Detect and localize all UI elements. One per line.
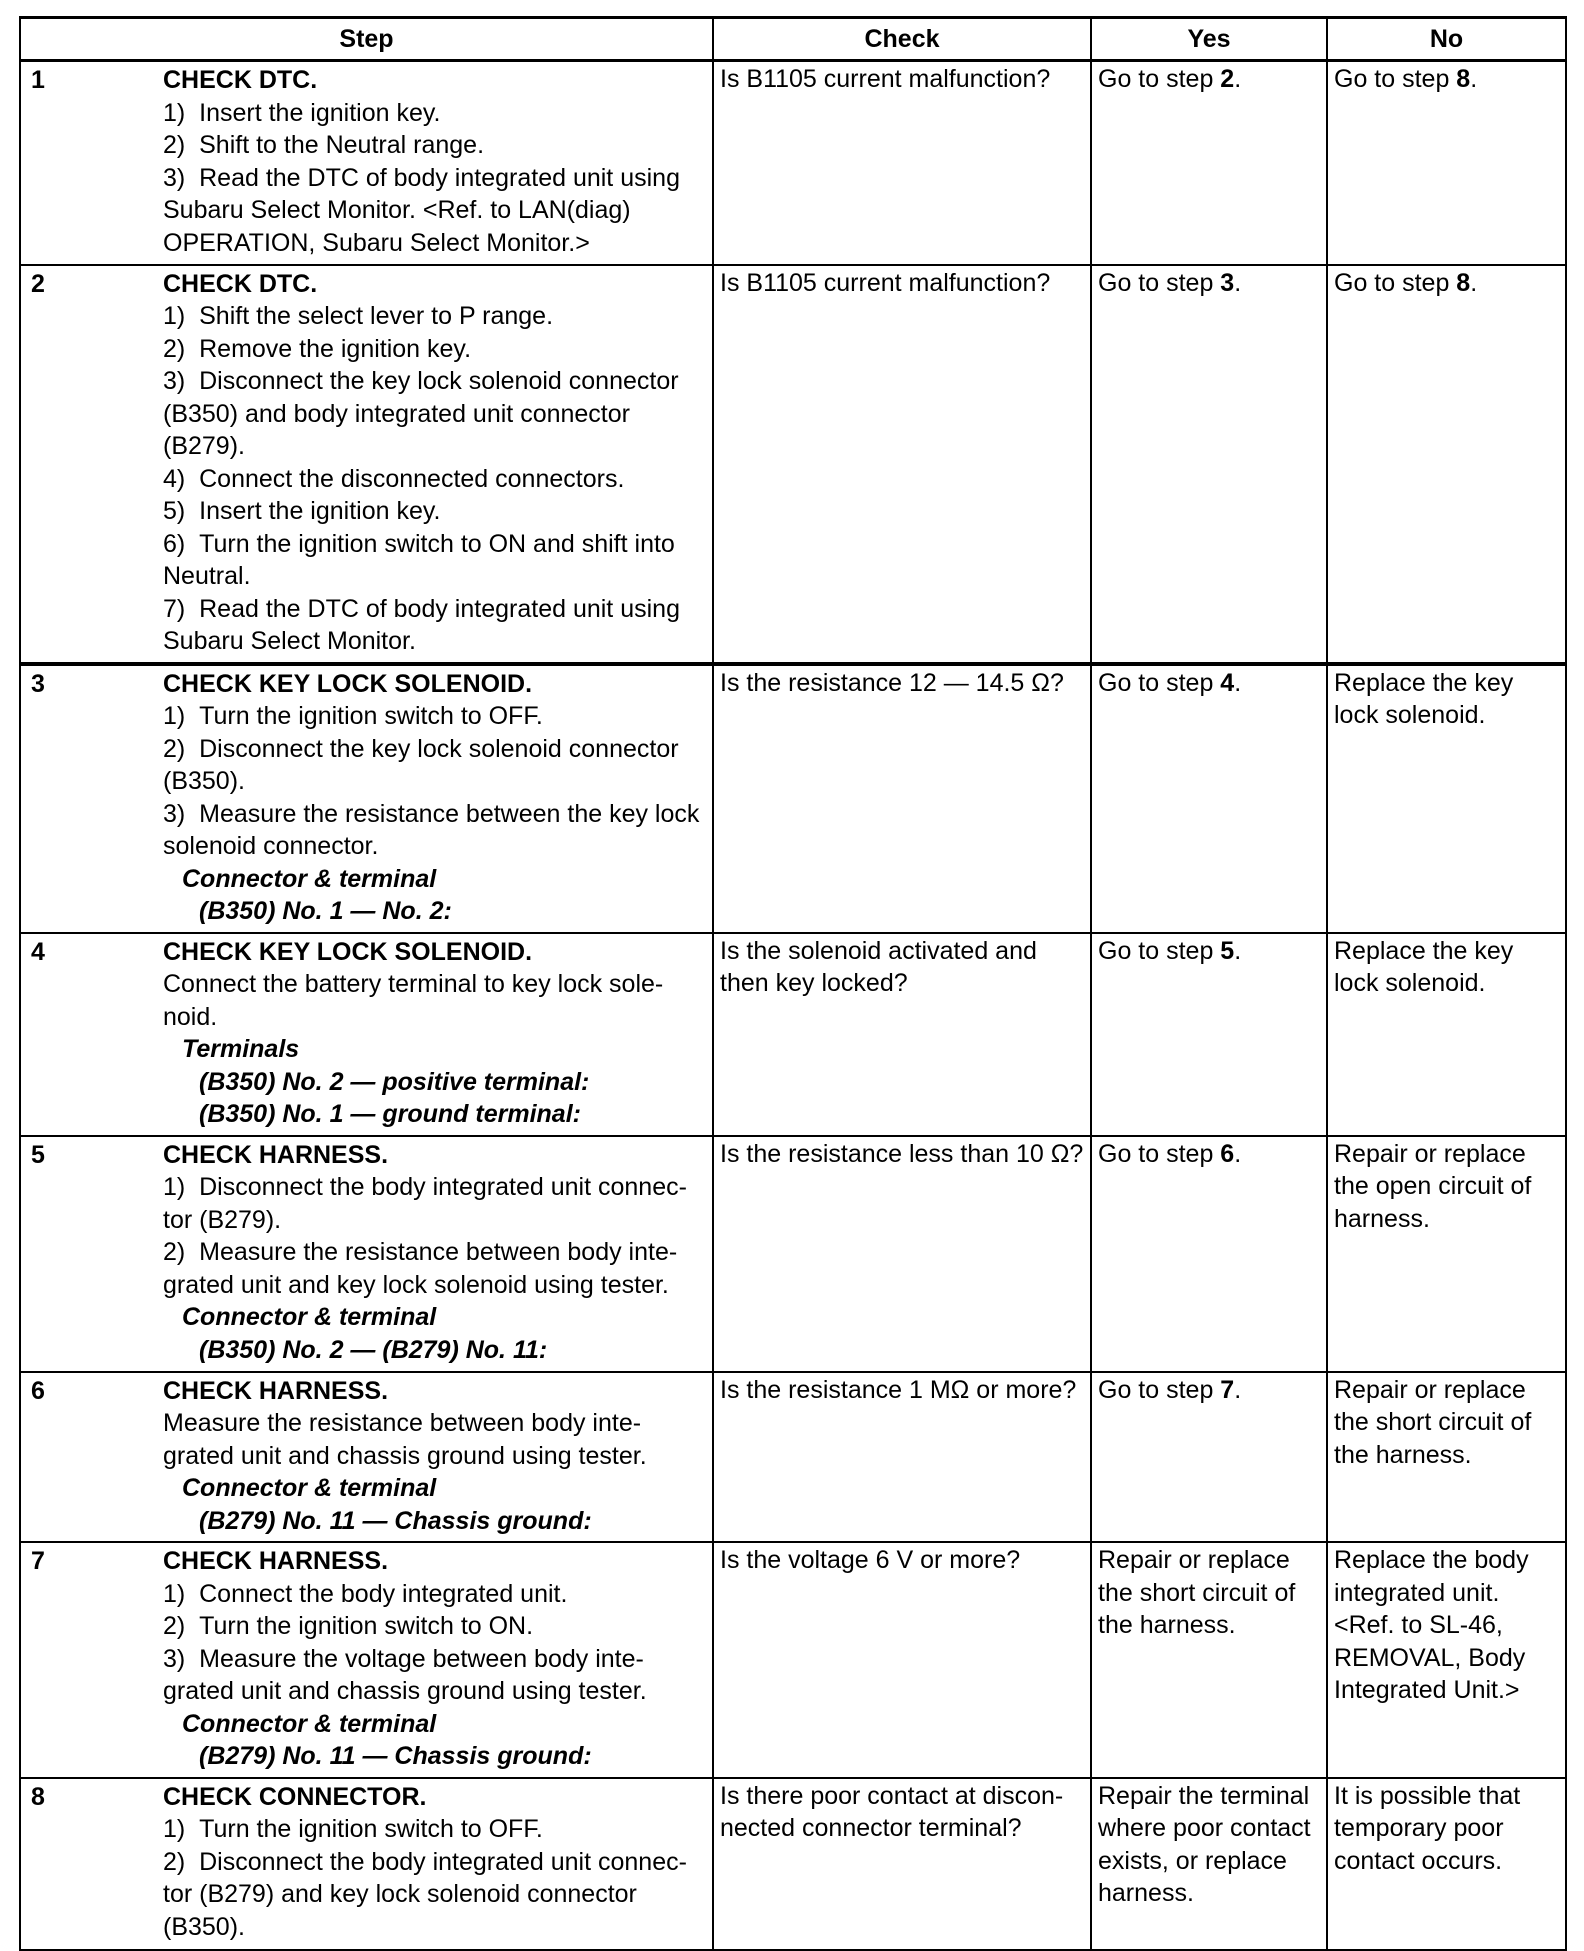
yes-step-ref: 4 <box>1220 668 1235 697</box>
step-title: CHECK CONNECTOR. <box>163 1782 427 1811</box>
yes-text: Go to step <box>1098 936 1221 965</box>
yes-cell <box>1091 664 1327 933</box>
step-instruction: 2) Disconnect the body integrated unit connec-tor (B279) and key lock solenoid connector (B350). <box>163 1847 687 1941</box>
yes-suffix: . <box>1234 668 1242 697</box>
yes-suffix: . <box>1234 1375 1242 1404</box>
step-instruction: 3) Measure the voltage between body inte-grated unit and chassis ground using tester. <box>163 1644 647 1705</box>
step-instruction: 1) Insert the ignition key. <box>163 98 441 127</box>
table-row <box>20 1778 1566 1950</box>
no-cell <box>1327 61 1566 265</box>
step-instruction: 2) Remove the ignition key. <box>163 334 472 363</box>
no-cell <box>1327 265 1566 664</box>
no-text: Repair or replace the short circuit of the harness. <box>1334 1375 1532 1469</box>
step-instruction: 2) Disconnect the key lock solenoid connector (B350). <box>163 734 679 795</box>
check-cell: Is the resistance 1 MΩ or more? <box>713 1372 1091 1543</box>
step-spec: Connector & terminal <box>182 864 437 893</box>
step-text <box>157 1138 706 1369</box>
step-spec: (B279) No. 11 — Chassis ground: <box>199 1742 592 1770</box>
step-instruction: 3) Measure the resistance between the key lock solenoid connector. <box>163 799 700 860</box>
step-spec: (B350) No. 1 — ground terminal: <box>199 1100 581 1128</box>
step-title: CHECK KEY LOCK SOLENOID. <box>163 669 533 698</box>
step-title: CHECK HARNESS. <box>163 1376 389 1405</box>
no-text: Go to step <box>1334 65 1457 93</box>
yes-step-ref: 3 <box>1220 268 1235 297</box>
step-number: 4 <box>31 937 45 966</box>
step-text <box>157 667 706 930</box>
step-cell <box>20 265 713 664</box>
step-instruction: 1) Turn the ignition switch to OFF. <box>163 1815 543 1843</box>
step-spec: (B279) No. 11 — Chassis ground: <box>199 1506 592 1535</box>
yes-text: Repair the terminal where poor contact exists, or replace harness. <box>1098 1781 1311 1907</box>
no-text: Replace the key lock solenoid. <box>1334 668 1514 729</box>
step-spec: Connector & terminal <box>182 1474 437 1502</box>
step-instruction: 5) Insert the ignition key. <box>163 497 441 525</box>
check-cell: Is B1105 current malfunction? <box>713 265 1091 664</box>
yes-text: Go to step <box>1098 1375 1221 1404</box>
yes-cell <box>1091 265 1327 664</box>
step-title: CHECK DTC. <box>163 66 318 94</box>
yes-suffix: . <box>1234 936 1242 965</box>
step-spec: Connector & terminal <box>182 1303 437 1331</box>
step-instruction: Measure the resistance between body inte-grated unit and chassis ground using tester. <box>163 1409 647 1470</box>
table-row <box>20 61 1566 265</box>
step-number: 5 <box>31 1140 45 1169</box>
no-suffix: . <box>1470 268 1478 297</box>
yes-text: Go to step <box>1098 1139 1221 1168</box>
no-text: Repair or replace the open circuit of harness. <box>1334 1139 1532 1233</box>
yes-suffix: . <box>1234 65 1242 93</box>
check-cell: Is the resistance less than 10 Ω? <box>713 1136 1091 1372</box>
step-cell <box>20 1542 713 1778</box>
step-instruction: 2) Shift to the Neutral range. <box>163 131 485 159</box>
yes-suffix: . <box>1234 268 1242 297</box>
check-cell: Is B1105 current malfunction? <box>713 61 1091 265</box>
yes-text: Go to step <box>1098 668 1221 697</box>
no-text: Replace the key lock solenoid. <box>1334 936 1514 997</box>
yes-cell <box>1091 1136 1327 1372</box>
table-row <box>20 1542 1566 1778</box>
header-row <box>20 18 1566 61</box>
table-row <box>20 933 1566 1136</box>
step-spec: (B350) No. 1 — No. 2: <box>199 897 452 925</box>
step-spec: Terminals <box>182 1035 300 1063</box>
step-number: 1 <box>31 66 45 94</box>
step-title: CHECK HARNESS. <box>163 1547 389 1575</box>
step-instruction: 1) Disconnect the body integrated unit connec-tor (B279). <box>163 1173 687 1234</box>
yes-cell <box>1091 1542 1327 1778</box>
step-cell <box>20 1136 713 1372</box>
step-instruction: 3) Disconnect the key lock solenoid connector (B350) and body integrated unit connector (B279). <box>163 367 679 460</box>
no-cell <box>1327 1778 1566 1950</box>
step-text <box>157 935 706 1133</box>
table-row <box>20 1372 1566 1543</box>
yes-text: Go to step <box>1098 65 1221 93</box>
yes-step-ref: 2 <box>1220 65 1235 93</box>
yes-step-ref: 5 <box>1220 936 1235 965</box>
no-text: It is possible that temporary poor contact occurs. <box>1334 1781 1521 1875</box>
step-instruction: 1) Shift the select lever to P range. <box>163 302 554 330</box>
step-spec: (B350) No. 2 — positive terminal: <box>199 1067 590 1096</box>
step-instruction: 2) Turn the ignition switch to ON. <box>163 1612 534 1640</box>
step-text <box>157 267 706 660</box>
header-check: Check <box>713 18 1091 61</box>
yes-text: Go to step <box>1098 268 1221 297</box>
no-cell <box>1327 1372 1566 1543</box>
table-row <box>20 664 1566 933</box>
step-instruction: 1) Turn the ignition switch to OFF. <box>163 702 543 730</box>
step-instruction: 7) Read the DTC of body integrated unit using Subaru Select Monitor. <box>163 594 680 655</box>
check-cell: Is the voltage 6 V or more? <box>713 1542 1091 1778</box>
no-step-ref: 8 <box>1456 268 1471 297</box>
step-cell <box>20 1778 713 1950</box>
header-no: No <box>1327 18 1566 61</box>
yes-text: Repair or replace the short circuit of the harness. <box>1098 1546 1296 1639</box>
yes-cell <box>1091 1372 1327 1543</box>
yes-cell <box>1091 61 1327 265</box>
step-instruction: 6) Turn the ignition switch to ON and shift into Neutral. <box>163 529 675 590</box>
table-body <box>20 61 1566 1950</box>
table-row <box>20 1136 1566 1372</box>
step-instruction: 1) Connect the body integrated unit. <box>163 1579 568 1608</box>
step-number: 6 <box>31 1376 45 1405</box>
step-spec: Connector & terminal <box>182 1709 437 1738</box>
yes-step-ref: 7 <box>1220 1375 1235 1404</box>
step-instruction: 3) Read the DTC of body integrated unit using Subaru Select Monitor. <Ref. to LAN(diag) OPERATION, Subaru Select Monitor.> <box>163 163 680 257</box>
step-title: CHECK HARNESS. <box>163 1140 389 1169</box>
no-cell <box>1327 933 1566 1136</box>
no-cell <box>1327 664 1566 933</box>
yes-cell <box>1091 1778 1327 1950</box>
step-text <box>157 1780 706 1946</box>
step-cell <box>20 61 713 265</box>
step-cell <box>20 1372 713 1543</box>
step-cell <box>20 933 713 1136</box>
step-text <box>157 1374 706 1540</box>
step-text <box>157 1544 706 1775</box>
check-cell: Is the resistance 12 — 14.5 Ω? <box>713 664 1091 933</box>
yes-suffix: . <box>1234 1139 1242 1168</box>
yes-cell <box>1091 933 1327 1136</box>
step-instruction: Connect the battery terminal to key lock sole-noid. <box>163 970 664 1031</box>
step-number: 3 <box>31 669 45 698</box>
table-row <box>20 265 1566 664</box>
no-suffix: . <box>1470 65 1478 93</box>
yes-step-ref: 6 <box>1220 1139 1235 1168</box>
step-title: CHECK DTC. <box>163 269 318 298</box>
step-instruction: 2) Measure the resistance between body inte-grated unit and key lock solenoid using tester. <box>163 1238 678 1299</box>
step-text <box>157 63 706 261</box>
header-step: Step <box>20 18 713 61</box>
no-text: Go to step <box>1334 268 1457 297</box>
check-cell: Is the solenoid activated and then key locked? <box>713 933 1091 1136</box>
diagnostic-table <box>19 16 1567 1951</box>
check-cell: Is there poor contact at discon-nected connector terminal? <box>713 1778 1091 1950</box>
no-text: Replace the body integrated unit. <Ref. to SL-46, REMOVAL, Body Integrated Unit.> <box>1334 1546 1529 1704</box>
step-number: 2 <box>31 269 45 298</box>
step-cell <box>20 664 713 933</box>
no-step-ref: 8 <box>1456 65 1471 93</box>
step-number: 7 <box>31 1547 45 1575</box>
step-title: CHECK KEY LOCK SOLENOID. <box>163 937 533 966</box>
step-instruction: 4) Connect the disconnected connectors. <box>163 464 625 493</box>
step-number: 8 <box>31 1782 45 1811</box>
no-cell <box>1327 1542 1566 1778</box>
header-yes: Yes <box>1091 18 1327 61</box>
step-spec: (B350) No. 2 — (B279) No. 11: <box>199 1335 548 1364</box>
no-cell <box>1327 1136 1566 1372</box>
